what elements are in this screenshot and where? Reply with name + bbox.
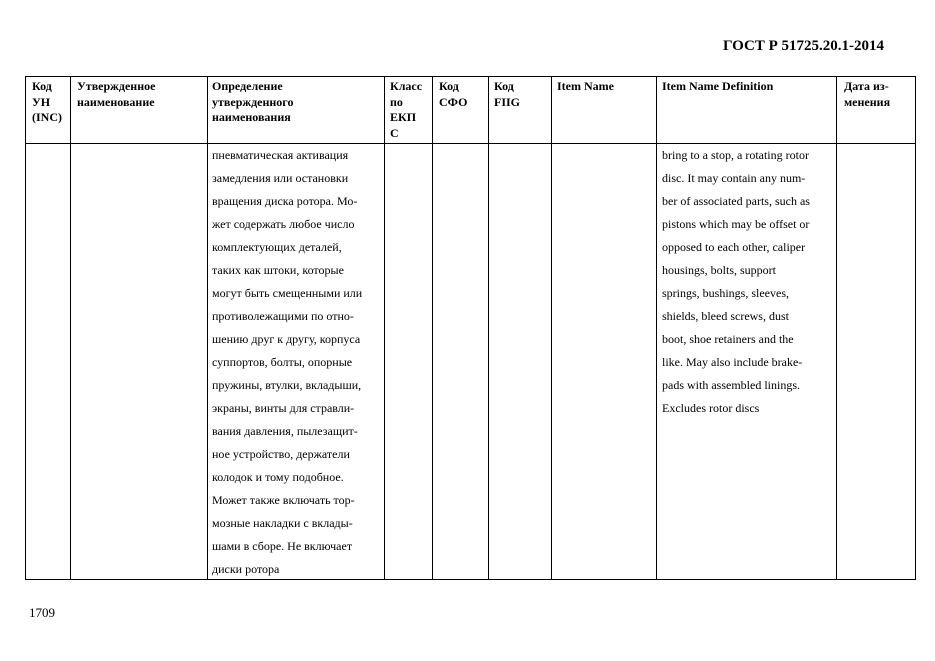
column-divider (70, 77, 71, 579)
header-sfo-code: Код СФО (439, 79, 468, 109)
header-item-name-definition: Item Name Definition (662, 79, 774, 93)
definition-ru-cell: пневматическая активация замедления или остановки вращения диска ротора. Мо- жет содержать любое число комплектующих деталей, таких как штоки, которые могут быть смещенными или противолежащими по отно- шению друг к другу, корпуса суппортов, болты, опорные пружины, втулки, вкладыши, экраны, винты для стравли- вания давления, пылезащит- ное устройство, держатели колодок и тому подобное. Может также включать тор- мозные накладки с вклады- шами в сборе. Не включает диски ротора (212, 148, 363, 576)
column-divider (551, 77, 552, 579)
item-name-definition-cell: bring to a stop, a rotating rotor disc. It may contain any num- ber of associated parts, such as pistons which may be offset or opposed to each other, caliper housings, bolts, support springs, bushings, sleeves, shields, bleed screws, dust boot, shoe retainers and the like. May also include brake- pads with assembled linings. Excludes rotor discs (662, 148, 810, 415)
page-number: 1709 (29, 605, 55, 620)
header-change-date: Дата из- менения (844, 79, 891, 109)
standard-designation: ГОСТ Р 51725.20.1-2014 (723, 38, 885, 54)
header-inc-code: Код УН (INC) (32, 79, 62, 124)
column-divider (836, 77, 837, 579)
header-definition: Определение утвержденного наименования (212, 79, 294, 124)
data-table (25, 76, 916, 580)
header-approved-name: Утвержденное наименование (77, 79, 156, 109)
header-fiig-code: Код FIIG (494, 79, 521, 109)
column-divider (488, 77, 489, 579)
column-divider (432, 77, 433, 579)
column-divider (384, 77, 385, 579)
header-ekps-class: Класс по ЕКП С (390, 79, 423, 140)
column-divider (207, 77, 208, 579)
column-divider (656, 77, 657, 579)
header-item-name: Item Name (557, 79, 614, 93)
